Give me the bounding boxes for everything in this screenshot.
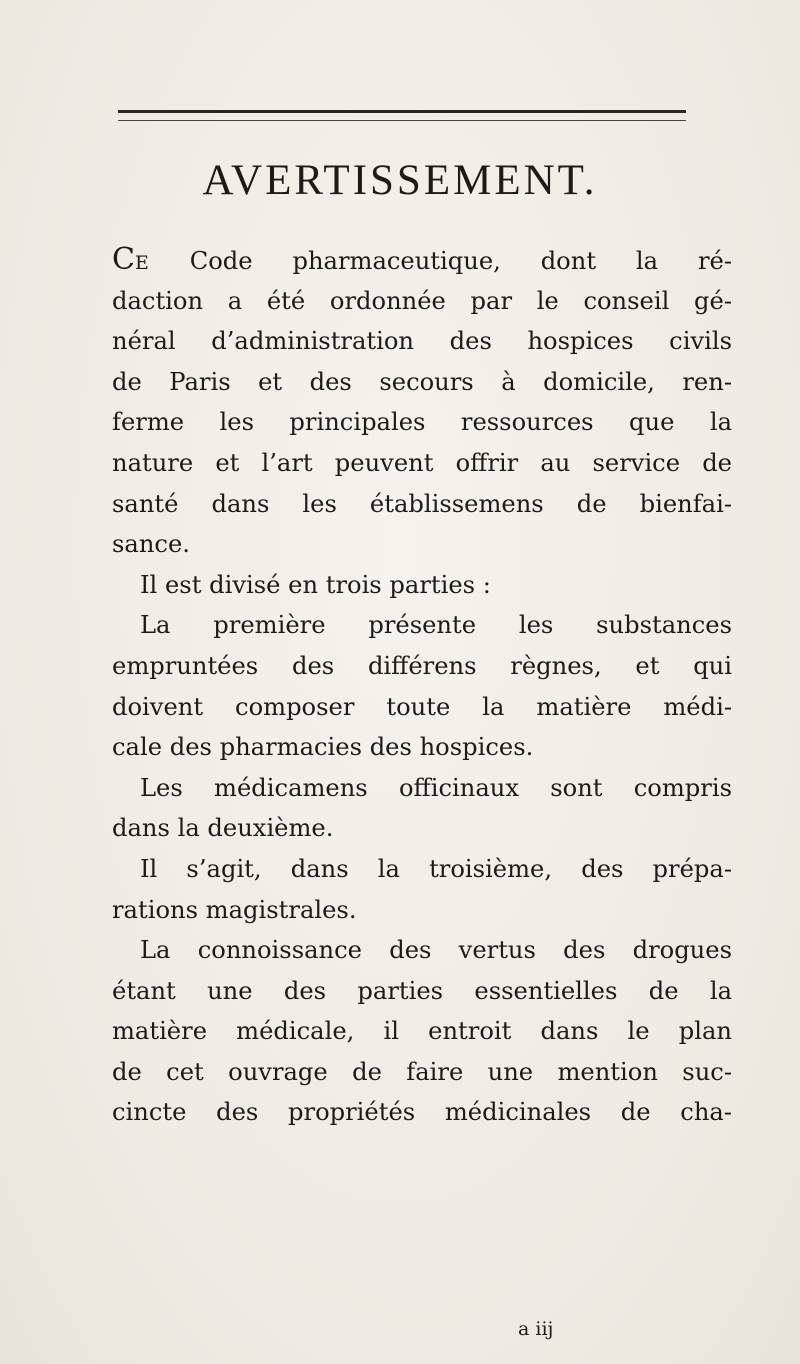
page-title: AVERTISSEMENT. — [202, 157, 598, 204]
text-line: sance. — [112, 530, 190, 559]
text-line: cincte des propriétés médicinales de cha- — [112, 1098, 732, 1127]
text-line: nature et l’art peuvent offrir au service de — [112, 448, 732, 477]
text-line: de cet ouvrage de faire une mention suc- — [112, 1057, 732, 1086]
text-line: dans la deuxième. — [112, 814, 334, 843]
text-line: daction a été ordonnée par le conseil gé- — [112, 286, 732, 315]
text-line: étant une des parties essentielles de la — [112, 976, 732, 1005]
text-line: Il est divisé en trois parties : — [140, 570, 491, 599]
text-line: rations magistrales. — [112, 895, 357, 924]
text-line: de Paris et des secours à domicile, ren- — [112, 367, 732, 396]
text-line: empruntées des différens règnes, et qui — [112, 651, 732, 680]
body-text — [112, 240, 732, 1133]
text-line — [112, 240, 732, 281]
drop-cap: C — [112, 242, 135, 277]
text-line: La connoissance des vertus des drogues — [140, 936, 732, 965]
text-line: ferme les principales ressources que la — [112, 408, 732, 437]
header-rule-thin — [118, 120, 686, 121]
text-line: doivent composer toute la matière médi- — [112, 692, 732, 721]
small-caps: E — [134, 252, 150, 274]
text-line: matière médicale, il entroit dans le plan — [112, 1017, 732, 1046]
text-line: santé dans les établissemens de bienfai- — [112, 489, 732, 518]
signature-mark: a iij — [518, 1318, 554, 1340]
text-line: Les médicamens officinaux sont compris — [140, 773, 732, 802]
text-line: La première présente les substances — [140, 611, 732, 640]
text-line: néral d’administration des hospices civils — [112, 327, 732, 356]
line-text: Code pharmaceutique, dont la ré- — [149, 247, 732, 275]
header-rule — [118, 110, 686, 113]
text-line: Il s’agit, dans la troisième, des prépa- — [140, 854, 732, 883]
text-line: cale des pharmacies des hospices. — [112, 733, 534, 762]
